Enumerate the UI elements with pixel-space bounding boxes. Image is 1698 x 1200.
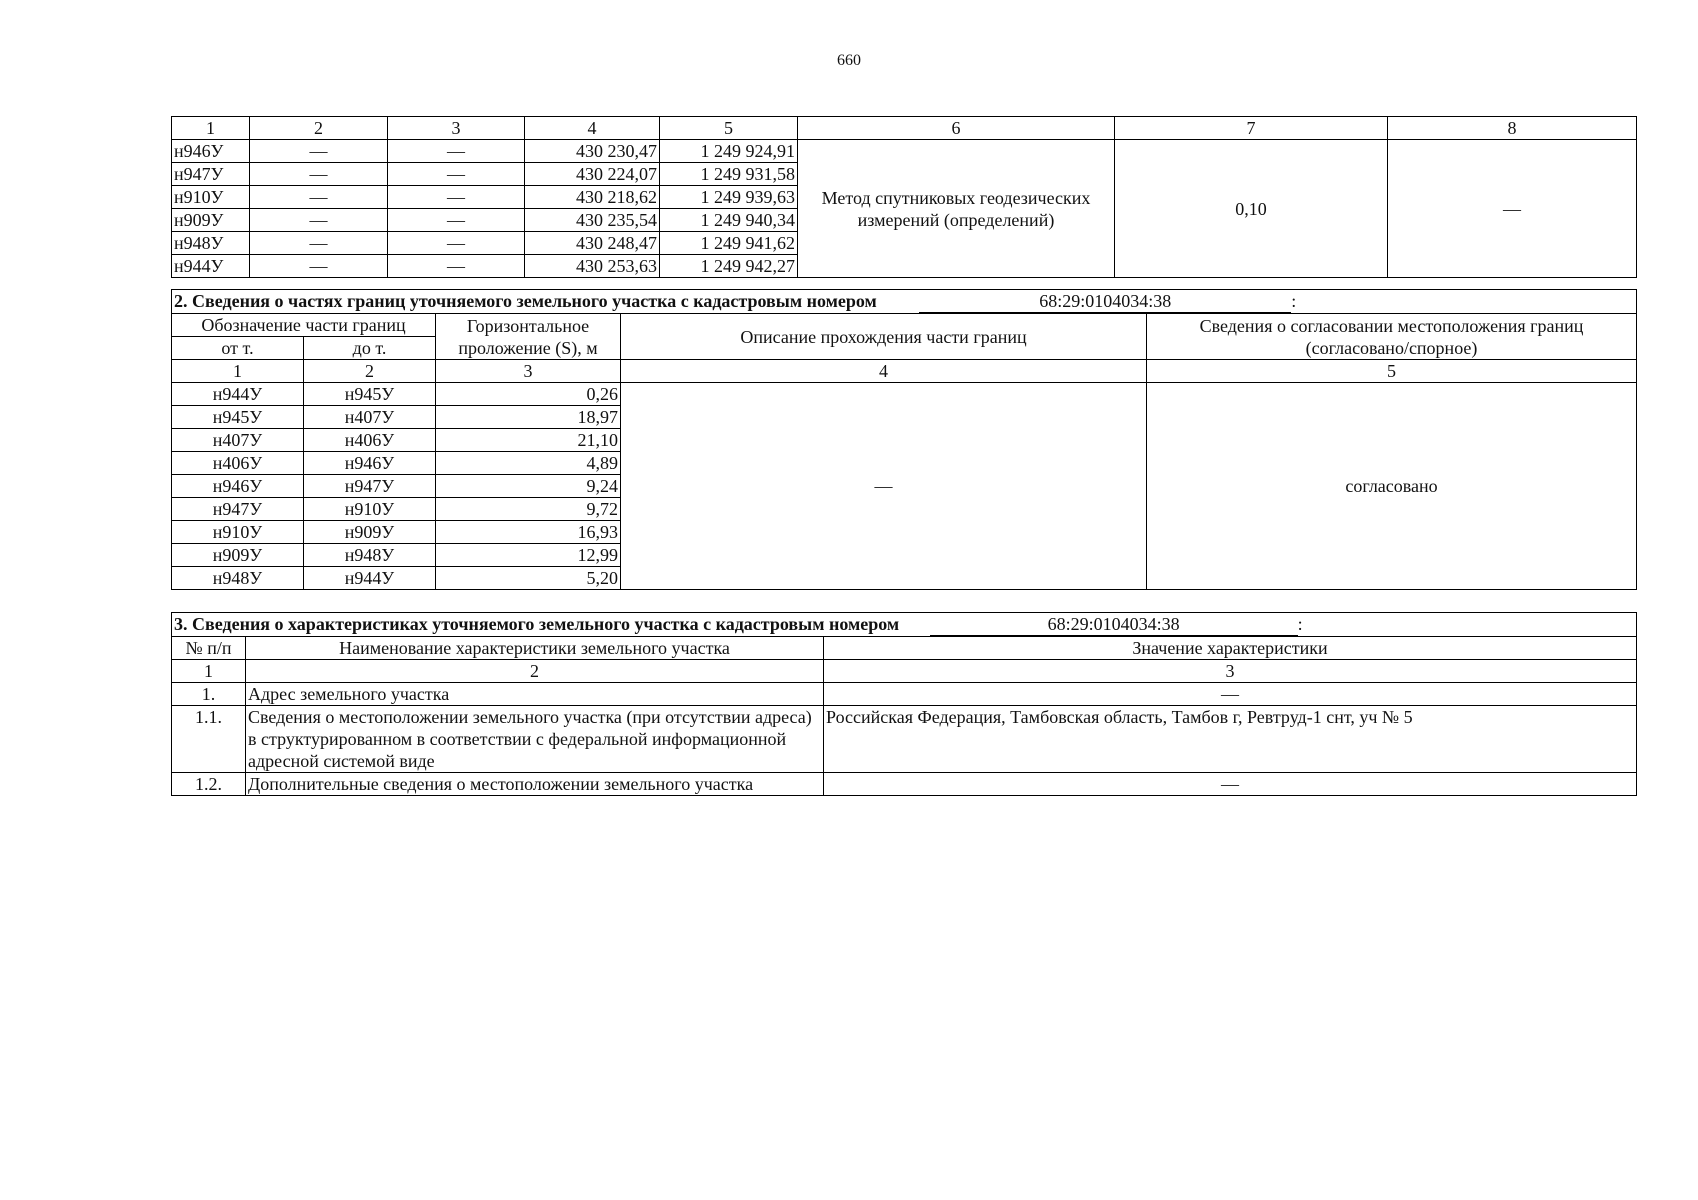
col-num-4: 4	[525, 117, 660, 140]
from-point: н946У	[172, 475, 304, 498]
from-point: н909У	[172, 544, 304, 567]
length-value: 21,10	[436, 429, 621, 452]
point-name: н944У	[172, 255, 250, 278]
accuracy-cell: 0,10	[1115, 140, 1388, 278]
coord-x: 430 248,47	[525, 232, 660, 255]
to-point: н944У	[304, 567, 436, 590]
coord-y: 1 249 931,58	[660, 163, 798, 186]
value-header: Значение характеристики	[824, 637, 1637, 660]
col-num-6: 6	[798, 117, 1115, 140]
cell-dash: —	[388, 140, 525, 163]
col-num-5: 5	[660, 117, 798, 140]
coord-x: 430 218,62	[525, 186, 660, 209]
cell-dash: —	[250, 232, 388, 255]
cell-dash: —	[388, 163, 525, 186]
row-number: 1.1.	[172, 706, 246, 773]
from-point: н947У	[172, 498, 304, 521]
colon: :	[1291, 291, 1297, 311]
table-row	[172, 706, 1637, 773]
to-point: н946У	[304, 452, 436, 475]
agreement-header: Сведения о согласовании местоположения границ (согласовано/спорное)	[1147, 314, 1637, 360]
cell-dash: —	[250, 140, 388, 163]
coordinates-table	[171, 116, 1637, 278]
characteristic-name: Дополнительные сведения о местоположении земельного участка	[246, 773, 824, 796]
designation-header: Обозначение части границ	[172, 314, 436, 337]
to-point: н910У	[304, 498, 436, 521]
cell-dash: —	[250, 255, 388, 278]
length-value: 12,99	[436, 544, 621, 567]
to-point: н945У	[304, 383, 436, 406]
to-point: н947У	[304, 475, 436, 498]
name-header: Наименование характеристики земельного участка	[246, 637, 824, 660]
table-row	[172, 773, 1637, 796]
length-value: 5,20	[436, 567, 621, 590]
length-value: 0,26	[436, 383, 621, 406]
boundary-parts-table	[171, 289, 1637, 590]
agreement-cell: согласовано	[1147, 383, 1637, 590]
to-point: н948У	[304, 544, 436, 567]
cadastral-number: 68:29:0104034:38	[930, 613, 1298, 636]
table-row	[172, 383, 1637, 406]
col-num-1: 1	[172, 660, 246, 683]
method-cell: Метод спутниковых геодезических измерений (определений)	[798, 140, 1115, 278]
cell-dash: —	[388, 232, 525, 255]
point-name: н946У	[172, 140, 250, 163]
coord-y: 1 249 940,34	[660, 209, 798, 232]
characteristic-name: Адрес земельного участка	[246, 683, 824, 706]
length-value: 16,93	[436, 521, 621, 544]
coord-x: 430 235,54	[525, 209, 660, 232]
to-point: н407У	[304, 406, 436, 429]
col-num-7: 7	[1115, 117, 1388, 140]
cadastral-number: 68:29:0104034:38	[919, 290, 1291, 313]
section-2-title-row	[172, 290, 1637, 314]
characteristic-value: —	[824, 683, 1637, 706]
coord-y: 1 249 924,91	[660, 140, 798, 163]
length-header: Горизонтальное проложение (S), м	[436, 314, 621, 360]
cell-dash: —	[250, 186, 388, 209]
coord-y: 1 249 942,27	[660, 255, 798, 278]
from-point: н944У	[172, 383, 304, 406]
coord-x: 430 230,47	[525, 140, 660, 163]
col-num-3: 3	[824, 660, 1637, 683]
section-2-header-row	[172, 314, 1637, 337]
section-3-title-row	[172, 613, 1637, 637]
col-num-8: 8	[1388, 117, 1637, 140]
col-num-2: 2	[250, 117, 388, 140]
section-2-number-row	[172, 360, 1637, 383]
page-number: 660	[837, 52, 861, 69]
cell-dash: —	[250, 209, 388, 232]
point-name: н948У	[172, 232, 250, 255]
table-row	[172, 140, 1637, 163]
point-name: н910У	[172, 186, 250, 209]
from-point: н945У	[172, 406, 304, 429]
characteristics-table	[171, 612, 1637, 796]
table-row	[172, 683, 1637, 706]
row-number: 1.	[172, 683, 246, 706]
from-point: н406У	[172, 452, 304, 475]
cell-dash: —	[250, 163, 388, 186]
point-name: н909У	[172, 209, 250, 232]
coord-y: 1 249 939,63	[660, 186, 798, 209]
to-point: н909У	[304, 521, 436, 544]
section-3-title	[172, 613, 1637, 637]
col-num-3: 3	[436, 360, 621, 383]
cell-dash: —	[388, 209, 525, 232]
col-num-4: 4	[621, 360, 1147, 383]
point-name: н947У	[172, 163, 250, 186]
coordinates-header-row	[172, 117, 1637, 140]
from-point: н910У	[172, 521, 304, 544]
length-value: 4,89	[436, 452, 621, 475]
description-cell: —	[621, 383, 1147, 590]
col-num-3: 3	[388, 117, 525, 140]
from-header: от т.	[172, 337, 304, 360]
length-value: 9,24	[436, 475, 621, 498]
length-value: 9,72	[436, 498, 621, 521]
characteristic-value: Российская Федерация, Тамбовская область, Тамбов г, Ревтруд-1 снт, уч № 5	[824, 706, 1637, 773]
section-2-title-text: 2. Сведения о частях границ уточняемого земельного участка с кадастровым номером	[174, 291, 877, 311]
characteristic-name: Сведения о местоположении земельного участка (при отсутствии адреса) в структурированном в соответствии с федеральной информационной адресной системой виде	[246, 706, 824, 773]
section-3-title-text: 3. Сведения о характеристиках уточняемого земельного участка с кадастровым номером	[174, 614, 900, 634]
col-num-2: 2	[304, 360, 436, 383]
from-point: н948У	[172, 567, 304, 590]
col8-cell: —	[1388, 140, 1637, 278]
to-header: до т.	[304, 337, 436, 360]
section-2-title	[172, 290, 1637, 314]
to-point: н406У	[304, 429, 436, 452]
cell-dash: —	[388, 255, 525, 278]
description-header: Описание прохождения части границ	[621, 314, 1147, 360]
coord-y: 1 249 941,62	[660, 232, 798, 255]
section-3-header-row	[172, 637, 1637, 660]
num-header: № п/п	[172, 637, 246, 660]
col-num-5: 5	[1147, 360, 1637, 383]
cell-dash: —	[388, 186, 525, 209]
col-num-2: 2	[246, 660, 824, 683]
col-num-1: 1	[172, 360, 304, 383]
col-num-1: 1	[172, 117, 250, 140]
coord-x: 430 224,07	[525, 163, 660, 186]
row-number: 1.2.	[172, 773, 246, 796]
section-3-number-row	[172, 660, 1637, 683]
characteristic-value: —	[824, 773, 1637, 796]
from-point: н407У	[172, 429, 304, 452]
length-value: 18,97	[436, 406, 621, 429]
colon: :	[1297, 614, 1303, 634]
coord-x: 430 253,63	[525, 255, 660, 278]
